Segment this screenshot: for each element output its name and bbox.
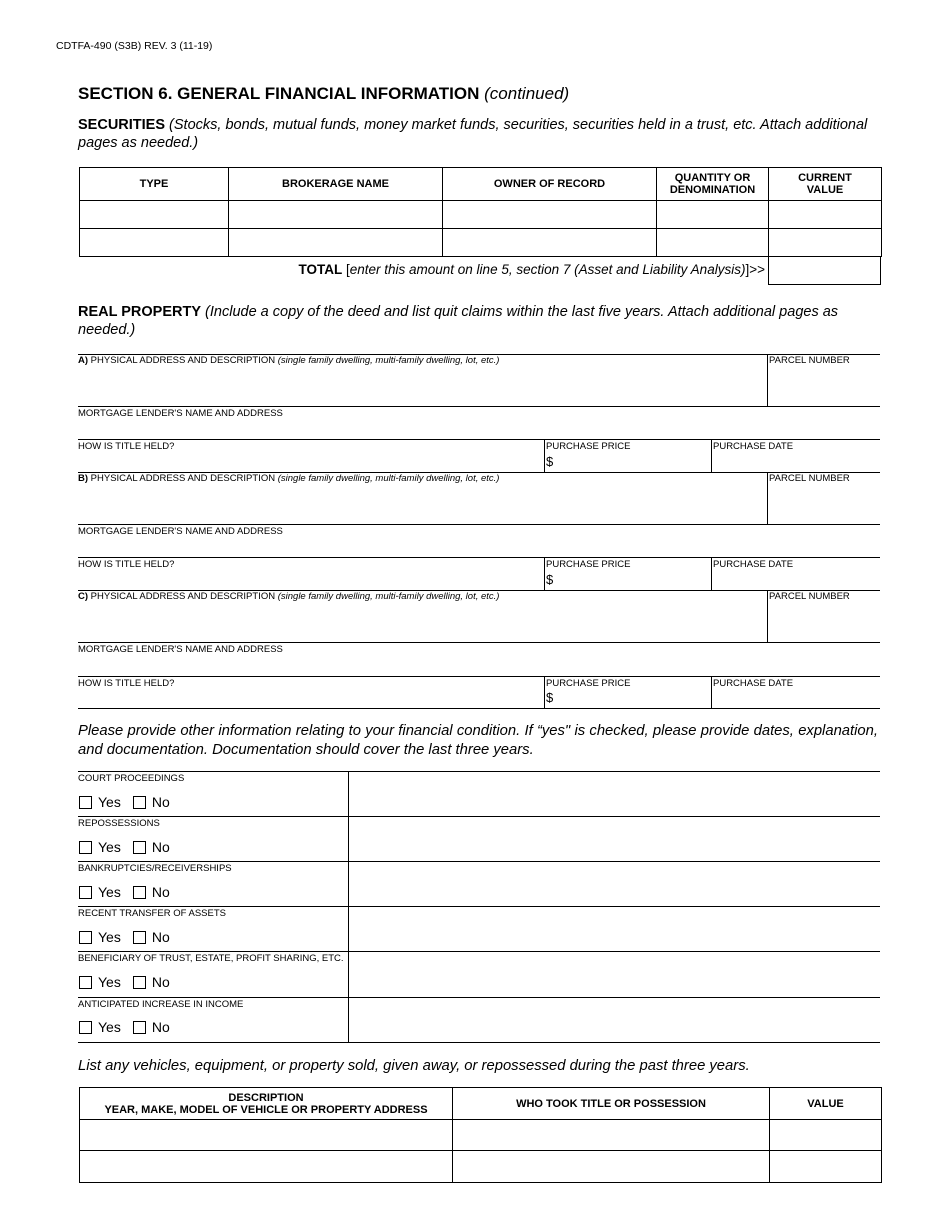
total-bracket-open: [ bbox=[345, 262, 350, 277]
beneficiary-choice bbox=[79, 974, 170, 990]
purchase-date-label[interactable]: PURCHASE DATE bbox=[713, 441, 794, 452]
real-property-title: REAL PROPERTY bbox=[78, 304, 202, 320]
sec-cell-brokerage[interactable] bbox=[229, 201, 443, 229]
divider bbox=[711, 439, 712, 472]
sec-cell-quantity[interactable] bbox=[657, 229, 769, 257]
income-increase-label: ANTICIPATED INCREASE IN INCOME bbox=[78, 999, 244, 1010]
mortgage-lender-label[interactable]: MORTGAGE LENDER'S NAME AND ADDRESS bbox=[78, 526, 283, 537]
yes-checkbox[interactable] bbox=[79, 931, 92, 944]
securities-total-label bbox=[200, 262, 765, 277]
vehicles-row bbox=[80, 1120, 882, 1151]
section-title-text: SECTION 6. GENERAL FINANCIAL INFORMATION bbox=[78, 84, 480, 103]
parcel-number-label[interactable]: PARCEL NUMBER bbox=[769, 355, 850, 366]
no-label: No bbox=[151, 1019, 170, 1035]
securities-table bbox=[79, 167, 882, 257]
veh-header-value: VALUE bbox=[770, 1088, 882, 1120]
yes-checkbox[interactable] bbox=[79, 976, 92, 989]
divider bbox=[544, 439, 545, 472]
address-hint: (single family dwelling, multi-family dwelling, lot, etc.) bbox=[277, 473, 500, 484]
property-letter: A) bbox=[78, 355, 89, 366]
divider bbox=[711, 676, 712, 709]
divider bbox=[78, 642, 880, 643]
form-number: CDTFA-490 (S3B) REV. 3 (11-19) bbox=[56, 40, 213, 52]
transfer-of-assets-label: RECENT TRANSFER OF ASSETS bbox=[78, 908, 226, 919]
divider bbox=[767, 472, 768, 525]
property-letter: C) bbox=[78, 591, 89, 602]
yes-checkbox[interactable] bbox=[79, 841, 92, 854]
yes-label: Yes bbox=[98, 794, 121, 810]
repossessions-label: REPOSSESSIONS bbox=[78, 818, 160, 829]
no-label: No bbox=[151, 884, 170, 900]
total-arrow: >> bbox=[749, 262, 765, 277]
yes-label: Yes bbox=[98, 839, 121, 855]
beneficiary-label: BENEFICIARY OF TRUST, ESTATE, PROFIT SHARING, ETC. bbox=[78, 953, 344, 964]
no-checkbox[interactable] bbox=[133, 886, 146, 899]
mortgage-lender-label[interactable]: MORTGAGE LENDER'S NAME AND ADDRESS bbox=[78, 408, 283, 419]
real-property-intro bbox=[78, 303, 878, 339]
yes-label: Yes bbox=[98, 884, 121, 900]
no-checkbox[interactable] bbox=[133, 931, 146, 944]
title-held-label[interactable]: HOW IS TITLE HELD? bbox=[78, 559, 175, 570]
total-bracket-close: ] bbox=[745, 262, 750, 277]
address-hint: (single family dwelling, multi-family dwelling, lot, etc.) bbox=[277, 355, 500, 366]
section-title bbox=[78, 84, 569, 104]
income-increase-choice bbox=[79, 1019, 170, 1035]
no-checkbox[interactable] bbox=[133, 796, 146, 809]
section-continued: (continued) bbox=[484, 84, 570, 103]
real-property-instructions: (Include a copy of the deed and list quit claims within the last five years. Attach additional pages as needed.) bbox=[78, 304, 839, 338]
divider bbox=[78, 771, 880, 772]
purchase-price-label[interactable]: PURCHASE PRICE bbox=[546, 678, 631, 689]
address-label[interactable] bbox=[78, 473, 499, 484]
yes-label: Yes bbox=[98, 974, 121, 990]
divider bbox=[78, 708, 880, 709]
divider bbox=[544, 676, 545, 709]
sec-cell-brokerage[interactable] bbox=[229, 229, 443, 257]
purchase-date-label[interactable]: PURCHASE DATE bbox=[713, 559, 794, 570]
bankruptcies-choice bbox=[79, 884, 170, 900]
parcel-number-label[interactable]: PARCEL NUMBER bbox=[769, 473, 850, 484]
veh-cell-description[interactable] bbox=[80, 1120, 453, 1151]
veh-cell-value[interactable] bbox=[770, 1120, 882, 1151]
divider bbox=[78, 439, 880, 440]
total-instruction: enter this amount on line 5, section 7 (Asset and Liability Analysis) bbox=[349, 262, 746, 277]
securities-row bbox=[80, 201, 882, 229]
address-label[interactable] bbox=[78, 355, 499, 366]
title-held-label[interactable]: HOW IS TITLE HELD? bbox=[78, 441, 175, 452]
no-checkbox[interactable] bbox=[133, 976, 146, 989]
sec-header-owner: OWNER OF RECORD bbox=[443, 168, 657, 201]
veh-cell-description[interactable] bbox=[80, 1151, 453, 1183]
sec-header-value: CURRENT VALUE bbox=[769, 168, 882, 201]
vehicles-instructions: List any vehicles, equipment, or property sold, given away, or repossessed during the past three years. bbox=[78, 1058, 750, 1074]
veh-header-description bbox=[80, 1088, 453, 1120]
transfer-of-assets-choice bbox=[79, 929, 170, 945]
repossessions-choice bbox=[79, 839, 170, 855]
no-label: No bbox=[151, 974, 170, 990]
court-proceedings-choice bbox=[79, 794, 170, 810]
no-checkbox[interactable] bbox=[133, 1021, 146, 1034]
mortgage-lender-label[interactable]: MORTGAGE LENDER'S NAME AND ADDRESS bbox=[78, 644, 283, 655]
no-label: No bbox=[151, 839, 170, 855]
divider bbox=[78, 524, 880, 525]
yes-label: Yes bbox=[98, 929, 121, 945]
address-label[interactable] bbox=[78, 591, 499, 602]
veh-header-description-line1: DESCRIPTION bbox=[228, 1091, 304, 1104]
securities-instructions: (Stocks, bonds, mutual funds, money market funds, securities, securities held in a trust, etc. Attach additional pages as needed.) bbox=[78, 117, 868, 151]
sec-cell-quantity[interactable] bbox=[657, 201, 769, 229]
veh-header-description-line2: YEAR, MAKE, MODEL OF VEHICLE OR PROPERTY ADDRESS bbox=[104, 1103, 428, 1116]
sec-cell-type[interactable] bbox=[80, 201, 229, 229]
no-label: No bbox=[151, 794, 170, 810]
parcel-number-label[interactable]: PARCEL NUMBER bbox=[769, 591, 850, 602]
divider bbox=[78, 997, 880, 998]
vehicles-table bbox=[79, 1087, 882, 1183]
veh-header-who: WHO TOOK TITLE OR POSSESSION bbox=[453, 1088, 770, 1120]
divider bbox=[78, 816, 880, 817]
divider bbox=[544, 557, 545, 590]
purchase-price-label[interactable]: PURCHASE PRICE bbox=[546, 559, 631, 570]
sec-cell-type[interactable] bbox=[80, 229, 229, 257]
address-label-text: PHYSICAL ADDRESS AND DESCRIPTION bbox=[90, 473, 276, 484]
sec-cell-owner[interactable] bbox=[443, 201, 657, 229]
securities-row bbox=[80, 229, 882, 257]
divider bbox=[78, 906, 880, 907]
divider bbox=[78, 676, 880, 677]
divider bbox=[78, 861, 880, 862]
sec-header-quantity: QUANTITY OR DENOMINATION bbox=[657, 168, 769, 201]
veh-cell-who[interactable] bbox=[453, 1151, 770, 1183]
sec-cell-value[interactable] bbox=[769, 229, 882, 257]
yes-checkbox[interactable] bbox=[79, 886, 92, 899]
vehicles-row bbox=[80, 1151, 882, 1183]
address-hint: (single family dwelling, multi-family dwelling, lot, etc.) bbox=[277, 591, 500, 602]
divider bbox=[78, 1042, 880, 1043]
dollar-sign: $ bbox=[546, 454, 554, 469]
no-label: No bbox=[151, 929, 170, 945]
vehicles-header-row bbox=[80, 1088, 882, 1120]
title-held-label[interactable]: HOW IS TITLE HELD? bbox=[78, 678, 175, 689]
divider bbox=[78, 557, 880, 558]
dollar-sign: $ bbox=[546, 690, 554, 705]
divider bbox=[767, 590, 768, 643]
securities-header-row bbox=[80, 168, 882, 201]
purchase-price-label[interactable]: PURCHASE PRICE bbox=[546, 441, 631, 452]
yes-label: Yes bbox=[98, 1019, 121, 1035]
court-proceedings-label: COURT PROCEEDINGS bbox=[78, 773, 185, 784]
securities-title: SECURITIES bbox=[78, 117, 166, 133]
sec-cell-owner[interactable] bbox=[443, 229, 657, 257]
sec-header-brokerage: BROKERAGE NAME bbox=[229, 168, 443, 201]
property-letter: B) bbox=[78, 473, 89, 484]
divider bbox=[767, 354, 768, 407]
yes-checkbox[interactable] bbox=[79, 796, 92, 809]
address-label-text: PHYSICAL ADDRESS AND DESCRIPTION bbox=[90, 591, 276, 602]
sec-cell-value[interactable] bbox=[769, 201, 882, 229]
yes-checkbox[interactable] bbox=[79, 1021, 92, 1034]
bankruptcies-label: BANKRUPTCIES/RECEIVERSHIPS bbox=[78, 863, 232, 874]
divider bbox=[78, 951, 880, 952]
other-info-instructions: Please provide other information relating to your financial condition. If “yes" is checked, please provide dates, explanation, and documentation. Documentation should cover the last three years. bbox=[78, 723, 878, 758]
divider bbox=[711, 557, 712, 590]
dollar-sign: $ bbox=[546, 572, 554, 587]
purchase-date-label[interactable]: PURCHASE DATE bbox=[713, 678, 794, 689]
no-checkbox[interactable] bbox=[133, 841, 146, 854]
veh-cell-value[interactable] bbox=[770, 1151, 882, 1183]
address-label-text: PHYSICAL ADDRESS AND DESCRIPTION bbox=[90, 355, 276, 366]
total-label: TOTAL bbox=[298, 262, 343, 277]
securities-intro bbox=[78, 116, 878, 152]
divider bbox=[78, 406, 880, 407]
veh-cell-who[interactable] bbox=[453, 1120, 770, 1151]
securities-total-field[interactable] bbox=[768, 256, 881, 285]
sec-header-type: TYPE bbox=[80, 168, 229, 201]
